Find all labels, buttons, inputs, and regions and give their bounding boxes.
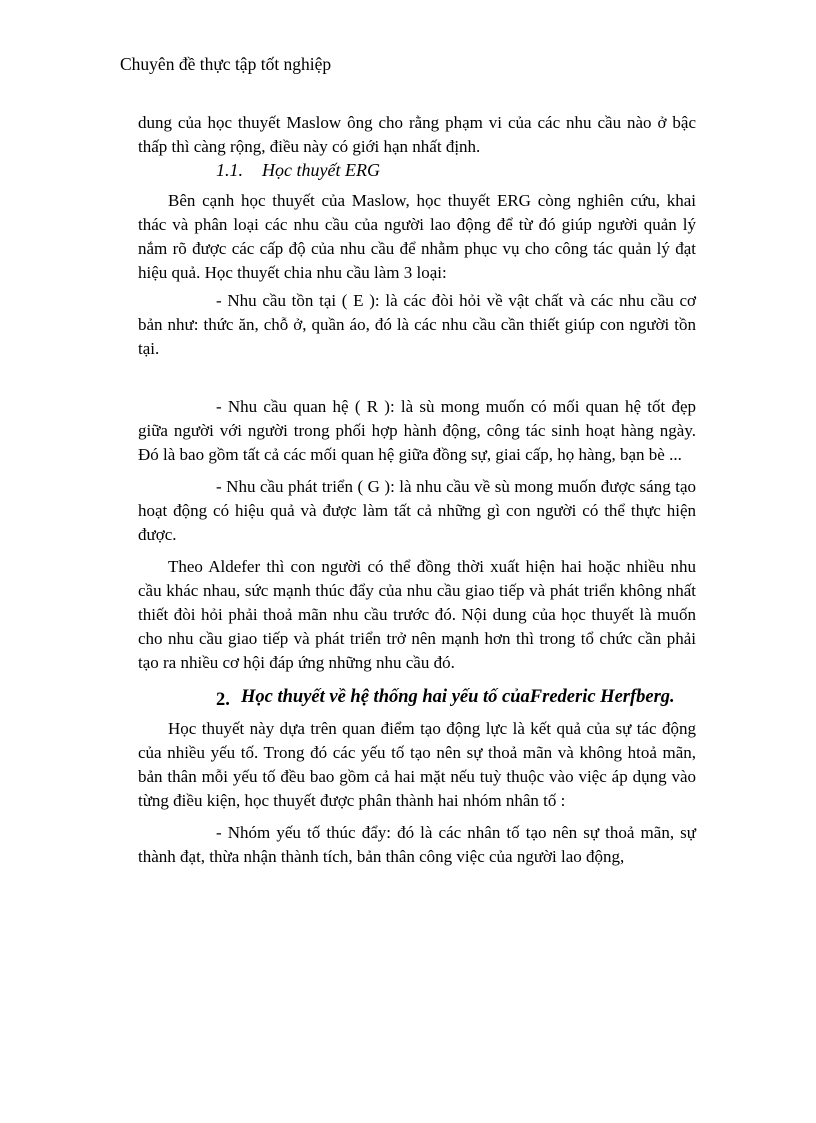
section-heading-erg: [138, 157, 696, 183]
bullet-existence-needs: - Nhu cầu tồn tại ( E ): là các đòi hỏi về vật chất và các nhu cầu cơ bản như: thức ăn, chỗ ở, quần áo, đó là các nhu cầu cần thiết giúp con người tồn tại.: [138, 291, 696, 358]
paragraph-erg-intro: Bên cạnh học thuyết của Maslow, học thuyết ERG còng nghiên cứu, khai thác và phân loại các nhu cầu của người lao động để từ đó giúp người quản lý nắm rõ được các cấp độ của nhu cầu để nhằm phục vụ cho công tác quản lý đạt hiệu quả. Học thuyết chia nhu cầu làm 3 loại:: [138, 191, 696, 282]
paragraph-aldefer: Theo Aldefer thì con người có thể đồng thời xuất hiện hai hoặc nhiều nhu cầu khác nhau, sức mạnh thúc đẩy của nhu cầu giao tiếp và phát triển không nhất thiết đòi hỏi phải thoả mãn nhu cầu trước đó. Nội dung của học thuyết là muốn cho nhu cầu giao tiếp và phát triển trở nên mạnh hơn thì trong tổ chức cần phải tạo ra nhiều cơ hội đáp ứng những nhu cầu đó.: [138, 557, 696, 672]
document-body: [138, 111, 696, 869]
bullet-growth-needs: - Nhu cầu phát triển ( G ): là nhu cầu về sù mong muốn được sáng tạo hoạt động có hiệu quả và được làm tất cả những gì con người có thể thực hiện được.: [138, 477, 696, 544]
running-header: Chuyên đề thực tập tốt nghiệp: [120, 54, 332, 74]
section-number: 2.: [216, 690, 230, 710]
section-number: 1.1.: [216, 160, 243, 180]
paragraph-herzberg: Học thuyết này dựa trên quan điểm tạo động lực là kết quả của sự tác động của nhiều yếu tố. Trong đó các yếu tố tạo nên sự thoả mãn và không htoả mãn, bản thân mỗi yếu tố đều bao gồm cả hai mặt nếu tuỳ thuộc vào việc áp dụng vào từng điều kiện, học thuyết được phân thành hai nhóm nhân tố :: [138, 719, 696, 810]
bullet-motivator-factors: - Nhóm yếu tố thúc đẩy: đó là các nhân tố tạo nên sự thoả mãn, sự thành đạt, thừa nhận thành tích, bản thân công việc của người lao động,: [138, 823, 696, 866]
section-title: Học thuyết ERG: [262, 160, 380, 180]
section-heading-herzberg: [138, 685, 696, 709]
bullet-relatedness-needs: - Nhu cầu quan hệ ( R ): là sù mong muốn có mối quan hệ tốt đẹp giữa người với người trong phối hợp hành động, công tác sinh hoạt hàng ngày. Đó là bao gồm tất cả các mối quan hệ giữa đồng sự, giai cấp, họ hàng, bạn bè ...: [138, 397, 696, 464]
paragraph-intro: dung của học thuyết Maslow ông cho rằng phạm vi của các nhu cầu nào ở bậc thấp thì càng rộng, điều này có giới hạn nhất định.: [138, 113, 696, 156]
section-title: Học thuyết về hệ thống hai yếu tố củaFrederic Herfberg.: [241, 687, 675, 707]
